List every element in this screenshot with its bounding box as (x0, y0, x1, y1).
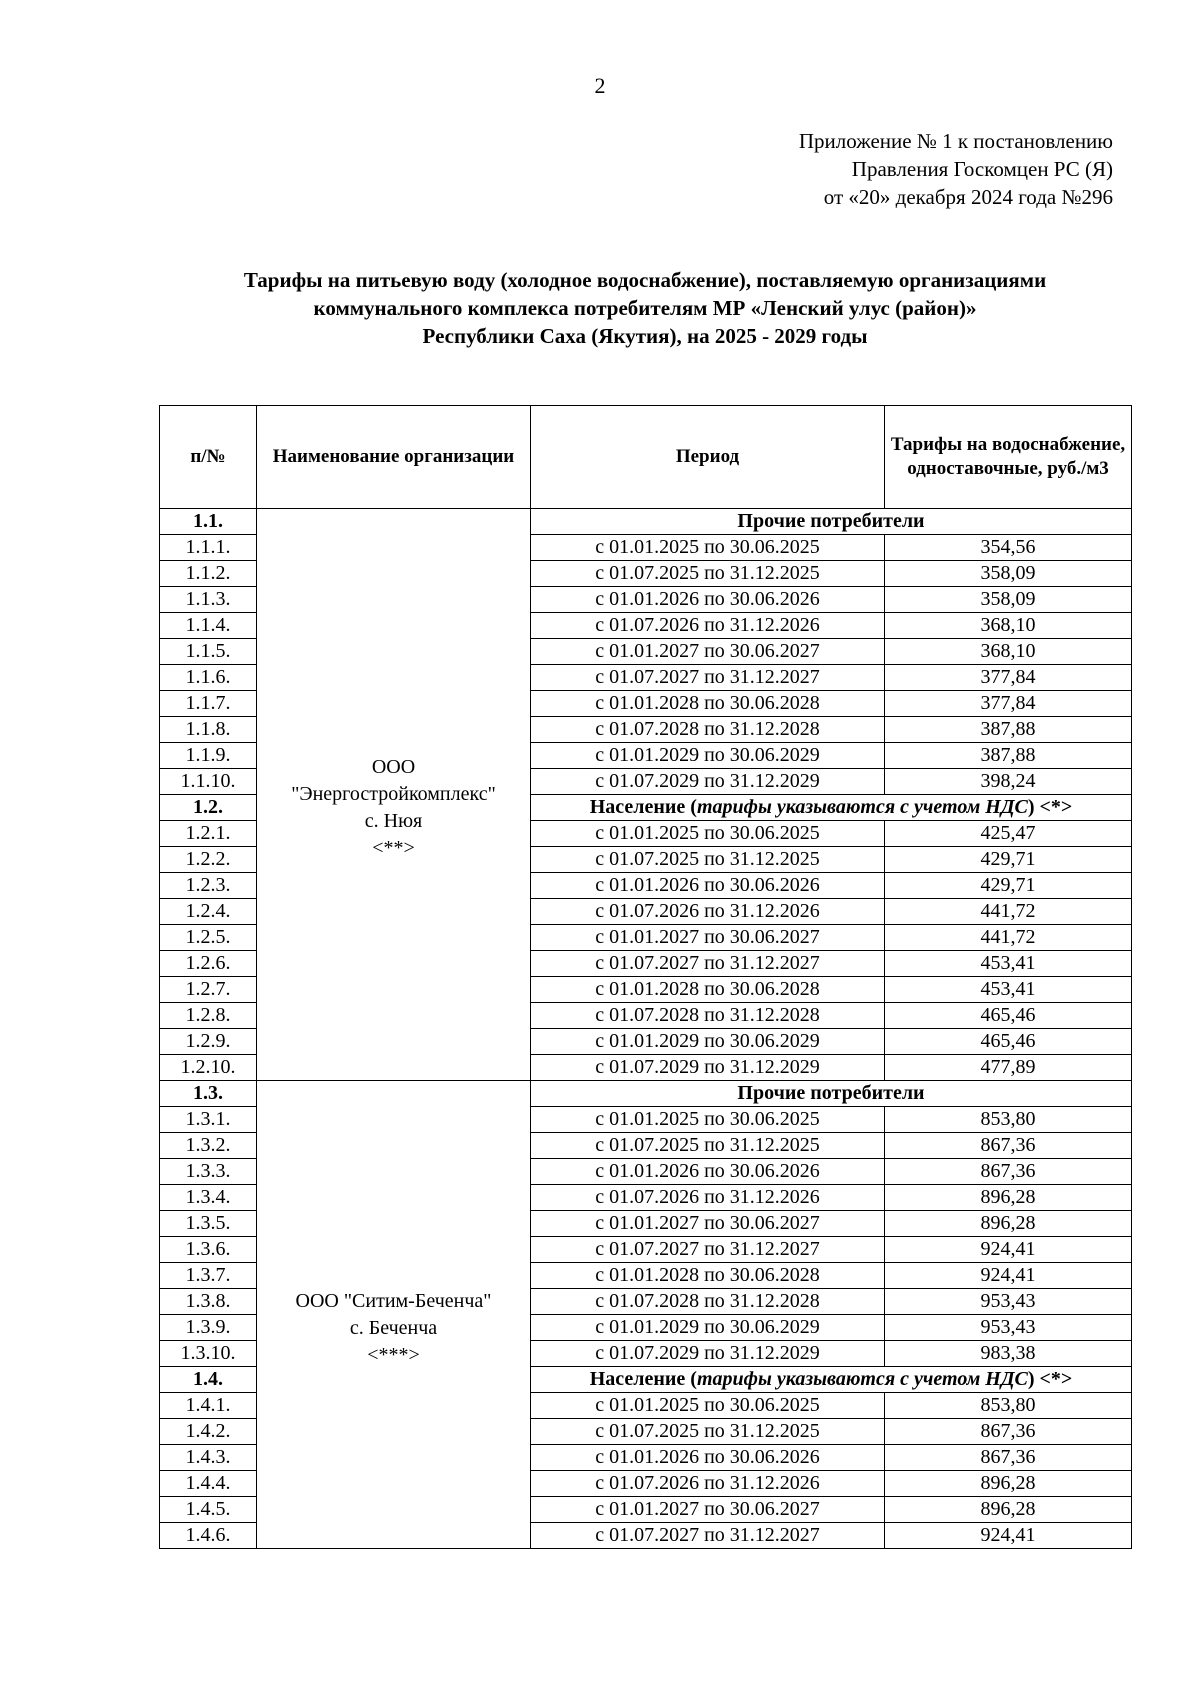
row-number: 1.2.8. (160, 1003, 257, 1029)
row-number: 1.4.6. (160, 1523, 257, 1549)
organization-name: ООО "Ситим-Беченча" (295, 1289, 492, 1312)
section-row (160, 1081, 1132, 1107)
tariff-table (159, 405, 1132, 1549)
row-period: с 01.07.2026 по 31.12.2026 (531, 1471, 885, 1497)
organization-cell (257, 509, 531, 1081)
row-period: с 01.07.2028 по 31.12.2028 (531, 1289, 885, 1315)
row-number: 1.1.3. (160, 587, 257, 613)
row-number: 1.3.2. (160, 1133, 257, 1159)
row-tariff: 983,38 (885, 1341, 1132, 1367)
section-label-text: Прочие потребители (737, 510, 925, 532)
header-num: п/№ (160, 406, 257, 509)
row-period: с 01.01.2028 по 30.06.2028 (531, 977, 885, 1003)
row-period: с 01.07.2025 по 31.12.2025 (531, 1419, 885, 1445)
document-title (150, 266, 1140, 350)
row-tariff: 368,10 (885, 639, 1132, 665)
table-body (160, 509, 1132, 1549)
row-tariff: 429,71 (885, 847, 1132, 873)
organization-place: с. Нюя (364, 810, 423, 832)
section-label (531, 1367, 1132, 1393)
row-number: 1.1.9. (160, 743, 257, 769)
row-number: 1.1.10. (160, 769, 257, 795)
row-period: с 01.01.2026 по 30.06.2026 (531, 587, 885, 613)
row-period: с 01.01.2026 по 30.06.2026 (531, 1159, 885, 1185)
appendix-line-3: от «20» декабря 2024 года №296 (823, 185, 1113, 209)
row-number: 1.3.10. (160, 1341, 257, 1367)
section-label (531, 509, 1132, 535)
section-label-note: тарифы указываются с учетом НДС (696, 1368, 1028, 1390)
row-tariff: 853,80 (885, 1107, 1132, 1133)
section-label (531, 1081, 1132, 1107)
row-number: 1.1.7. (160, 691, 257, 717)
row-number: 1.1.1. (160, 535, 257, 561)
row-tariff: 477,89 (885, 1055, 1132, 1081)
row-period: с 01.01.2026 по 30.06.2026 (531, 1445, 885, 1471)
row-tariff: 453,41 (885, 977, 1132, 1003)
row-tariff: 953,43 (885, 1289, 1132, 1315)
row-number: 1.3.6. (160, 1237, 257, 1263)
row-period: с 01.07.2027 по 31.12.2027 (531, 665, 885, 691)
row-period: с 01.07.2028 по 31.12.2028 (531, 1003, 885, 1029)
row-period: с 01.07.2026 по 31.12.2026 (531, 1185, 885, 1211)
row-tariff: 425,47 (885, 821, 1132, 847)
row-number: 1.3.4. (160, 1185, 257, 1211)
row-period: с 01.07.2027 по 31.12.2027 (531, 951, 885, 977)
section-label-text: Прочие потребители (737, 1082, 925, 1104)
row-tariff: 853,80 (885, 1393, 1132, 1419)
section-number: 1.2. (160, 795, 257, 821)
row-period: с 01.01.2027 по 30.06.2027 (531, 1497, 885, 1523)
row-period: с 01.07.2029 по 31.12.2029 (531, 769, 885, 795)
row-number: 1.4.4. (160, 1471, 257, 1497)
row-tariff: 953,43 (885, 1315, 1132, 1341)
row-number: 1.4.2. (160, 1419, 257, 1445)
row-period: с 01.07.2025 по 31.12.2025 (531, 847, 885, 873)
row-number: 1.4.1. (160, 1393, 257, 1419)
row-period: с 01.01.2029 по 30.06.2029 (531, 1315, 885, 1341)
section-label-text: Население ( (589, 1368, 697, 1390)
row-number: 1.3.7. (160, 1263, 257, 1289)
row-number: 1.2.2. (160, 847, 257, 873)
row-period: с 01.01.2028 по 30.06.2028 (531, 1263, 885, 1289)
row-number: 1.2.3. (160, 873, 257, 899)
row-tariff: 358,09 (885, 587, 1132, 613)
section-number: 1.1. (160, 509, 257, 535)
organization-place: с. Беченча (349, 1316, 438, 1339)
row-tariff: 387,88 (885, 717, 1132, 743)
row-period: с 01.07.2028 по 31.12.2028 (531, 717, 885, 743)
row-number: 1.2.4. (160, 899, 257, 925)
row-period: с 01.07.2027 по 31.12.2027 (531, 1237, 885, 1263)
row-tariff: 465,46 (885, 1029, 1132, 1055)
header-tariff: Тарифы на водоснабжение, одноставочные, руб./м3 (885, 406, 1132, 509)
row-number: 1.1.6. (160, 665, 257, 691)
row-period: с 01.07.2029 по 31.12.2029 (531, 1055, 885, 1081)
table-header-row (160, 406, 1132, 509)
row-tariff: 867,36 (885, 1159, 1132, 1185)
row-period: с 01.01.2025 по 30.06.2025 (531, 1107, 885, 1133)
row-tariff: 896,28 (885, 1185, 1132, 1211)
row-tariff: 377,84 (885, 665, 1132, 691)
row-tariff: 354,56 (885, 535, 1132, 561)
row-period: с 01.01.2025 по 30.06.2025 (531, 535, 885, 561)
section-label-end: ) <*> (1027, 1368, 1073, 1390)
section-label-note: тарифы указываются с учетом НДС (696, 796, 1028, 818)
row-tariff: 358,09 (885, 561, 1132, 587)
row-number: 1.2.10. (160, 1055, 257, 1081)
row-period: с 01.01.2026 по 30.06.2026 (531, 873, 885, 899)
row-period: с 01.07.2025 по 31.12.2025 (531, 1133, 885, 1159)
row-period: с 01.07.2025 по 31.12.2025 (531, 561, 885, 587)
section-number: 1.3. (160, 1081, 257, 1107)
row-number: 1.1.2. (160, 561, 257, 587)
organization-name2: "Энергостройкомплекс" (291, 783, 496, 805)
row-number: 1.3.1. (160, 1107, 257, 1133)
organization-name: ООО (371, 756, 416, 778)
row-tariff: 867,36 (885, 1133, 1132, 1159)
row-number: 1.2.1. (160, 821, 257, 847)
header-period: Период (531, 406, 885, 509)
section-label (531, 795, 1132, 821)
appendix-note (799, 127, 1113, 211)
row-number: 1.1.8. (160, 717, 257, 743)
row-number: 1.2.5. (160, 925, 257, 951)
row-period: с 01.07.2026 по 31.12.2026 (531, 899, 885, 925)
row-period: с 01.07.2029 по 31.12.2029 (531, 1341, 885, 1367)
row-tariff: 377,84 (885, 691, 1132, 717)
row-number: 1.1.4. (160, 613, 257, 639)
row-period: с 01.01.2027 по 30.06.2027 (531, 639, 885, 665)
section-row (160, 509, 1132, 535)
row-number: 1.3.9. (160, 1315, 257, 1341)
row-tariff: 924,41 (885, 1237, 1132, 1263)
row-number: 1.3.5. (160, 1211, 257, 1237)
organization-note: <**> (372, 837, 415, 859)
title-line-1: Тарифы на питьевую воду (холодное водоснабжение), поставляемую организациями (243, 268, 1047, 292)
title-line-3: Республики Саха (Якутия), на 2025 - 2029 годы (422, 324, 868, 348)
row-period: с 01.01.2028 по 30.06.2028 (531, 691, 885, 717)
row-tariff: 896,28 (885, 1497, 1132, 1523)
row-number: 1.2.7. (160, 977, 257, 1003)
row-period: с 01.01.2027 по 30.06.2027 (531, 1211, 885, 1237)
row-tariff: 441,72 (885, 899, 1132, 925)
row-tariff: 896,28 (885, 1471, 1132, 1497)
row-number: 1.1.5. (160, 639, 257, 665)
row-number: 1.2.9. (160, 1029, 257, 1055)
section-label-text: Население ( (589, 796, 697, 818)
row-tariff: 924,41 (885, 1523, 1132, 1549)
row-period: с 01.01.2029 по 30.06.2029 (531, 1029, 885, 1055)
organization-cell (257, 1081, 531, 1549)
row-number: 1.3.8. (160, 1289, 257, 1315)
row-tariff: 429,71 (885, 873, 1132, 899)
row-number: 1.4.3. (160, 1445, 257, 1471)
appendix-line-2: Правления Госкомцен РС (Я) (851, 157, 1113, 181)
row-period: с 01.07.2027 по 31.12.2027 (531, 1523, 885, 1549)
row-number: 1.3.3. (160, 1159, 257, 1185)
row-tariff: 867,36 (885, 1419, 1132, 1445)
row-period: с 01.01.2029 по 30.06.2029 (531, 743, 885, 769)
row-tariff: 924,41 (885, 1263, 1132, 1289)
row-number: 1.4.5. (160, 1497, 257, 1523)
title-line-2: коммунального комплекса потребителям МР «Ленский улус (район)» (313, 296, 977, 320)
row-tariff: 398,24 (885, 769, 1132, 795)
row-tariff: 453,41 (885, 951, 1132, 977)
row-tariff: 441,72 (885, 925, 1132, 951)
row-tariff: 896,28 (885, 1211, 1132, 1237)
appendix-line-1: Приложение № 1 к постановлению (798, 129, 1113, 153)
row-period: с 01.01.2025 по 30.06.2025 (531, 1393, 885, 1419)
header-org: Наименование организации (257, 406, 531, 509)
section-label-end: ) <*> (1027, 796, 1073, 818)
section-number: 1.4. (160, 1367, 257, 1393)
row-period: с 01.01.2025 по 30.06.2025 (531, 821, 885, 847)
row-tariff: 368,10 (885, 613, 1132, 639)
organization-note: <***> (367, 1343, 420, 1366)
row-tariff: 867,36 (885, 1445, 1132, 1471)
row-period: с 01.07.2026 по 31.12.2026 (531, 613, 885, 639)
row-tariff: 465,46 (885, 1003, 1132, 1029)
page-number: 2 (594, 73, 606, 98)
row-period: с 01.01.2027 по 30.06.2027 (531, 925, 885, 951)
row-number: 1.2.6. (160, 951, 257, 977)
row-tariff: 387,88 (885, 743, 1132, 769)
